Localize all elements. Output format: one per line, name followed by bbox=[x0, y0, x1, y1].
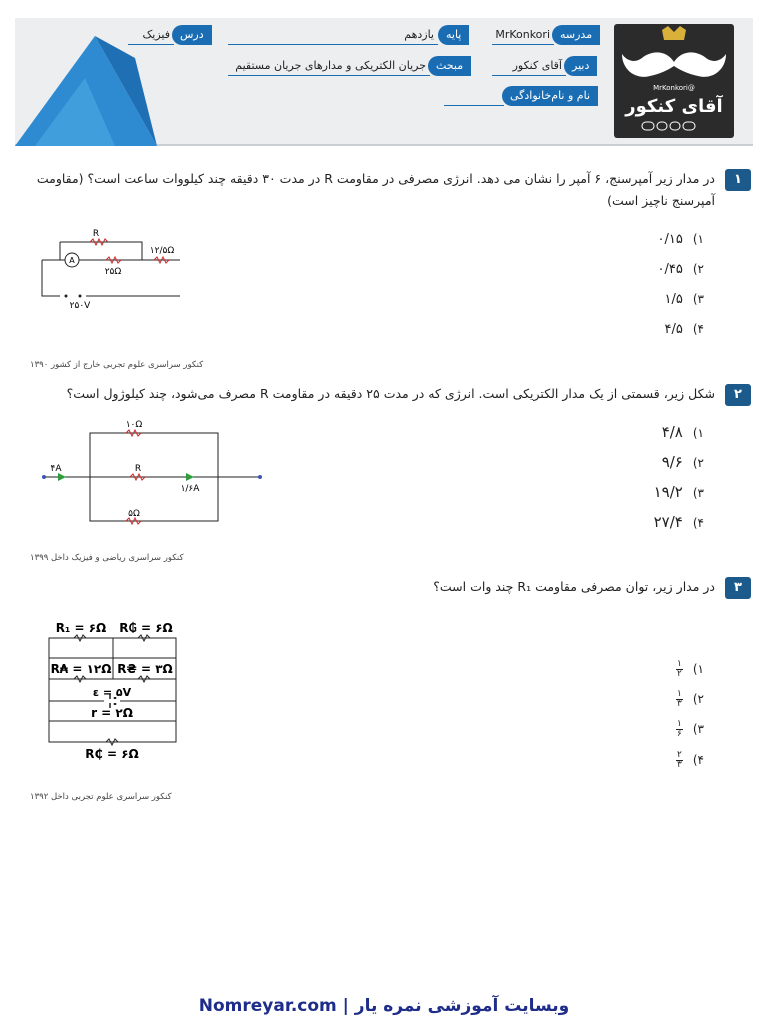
lesson-value: فیزیک bbox=[128, 25, 174, 45]
logo-title: آقای کنکور bbox=[625, 96, 723, 117]
school-label: مدرسه bbox=[552, 25, 600, 45]
name-value-line[interactable] bbox=[444, 86, 504, 106]
fraction-numerator: ۱ bbox=[676, 719, 682, 729]
option-number: ۱) bbox=[692, 426, 704, 440]
option-3[interactable] bbox=[676, 720, 704, 739]
option-number: ۱) bbox=[692, 232, 704, 246]
option-number: ۲) bbox=[692, 692, 704, 706]
mrkonkori-logo bbox=[614, 24, 734, 138]
option-1[interactable] bbox=[676, 660, 704, 679]
question-number: ۳ bbox=[725, 577, 751, 599]
option-value: ۰/۴۵ bbox=[657, 262, 683, 277]
school-value: MrKonkori bbox=[492, 25, 554, 45]
option-number: ۴) bbox=[692, 322, 704, 336]
option-2[interactable] bbox=[676, 690, 704, 709]
option-fraction bbox=[676, 660, 683, 679]
question-source: کنکور سراسری علوم تجربی داخل ۱۳۹۲ bbox=[30, 792, 172, 802]
grade-value: یازدهم bbox=[228, 25, 438, 45]
internal-resistance-label: r = ۲Ω bbox=[91, 706, 133, 720]
option-fraction bbox=[676, 751, 683, 770]
question-source: کنکور سراسری ریاضی و فیزیک داخل ۱۳۹۹ bbox=[30, 553, 184, 563]
ammeter-label: A bbox=[69, 256, 75, 265]
resistor-12-5-label: ۱۲/۵Ω bbox=[149, 246, 175, 256]
option-number: ۴) bbox=[692, 753, 704, 767]
option-value: ۲۷/۴ bbox=[653, 513, 683, 531]
option-fraction bbox=[676, 690, 683, 709]
option-number: ۳) bbox=[692, 722, 704, 736]
option-value: ۰/۱۵ bbox=[657, 232, 683, 247]
option-3[interactable] bbox=[654, 483, 704, 501]
lesson-label: درس bbox=[172, 25, 212, 45]
option-1[interactable] bbox=[662, 423, 704, 441]
resistor-r5-label: R₵ = ۶Ω bbox=[85, 747, 139, 761]
fraction-denominator: ۳ bbox=[676, 760, 682, 770]
fraction-numerator: ۲ bbox=[676, 750, 682, 760]
option-number: ۴) bbox=[692, 516, 704, 530]
option-value: ۹/۶ bbox=[661, 453, 683, 471]
option-4[interactable] bbox=[665, 322, 705, 337]
option-2[interactable] bbox=[658, 262, 704, 277]
name-label: نام و نام‌خانوادگی bbox=[502, 86, 598, 106]
option-number: ۲) bbox=[692, 456, 704, 470]
resistor-r2-label: R₲ = ۶Ω bbox=[119, 621, 173, 635]
option-value: ۴/۵ bbox=[664, 322, 683, 337]
resistor-r1-label: R₁ = ۶Ω bbox=[55, 621, 107, 635]
question-text: در مدار زیر، توان مصرفی مقاومت R₁ چند وات است؟ bbox=[433, 579, 715, 594]
resistor-10-label: ۱۰Ω bbox=[125, 420, 143, 430]
resistor-r-label: R bbox=[92, 229, 100, 239]
option-number: ۳) bbox=[692, 292, 704, 306]
option-number: ۳) bbox=[692, 486, 704, 500]
option-2[interactable] bbox=[662, 453, 704, 471]
option-4[interactable] bbox=[654, 513, 704, 531]
question-number: ۲ bbox=[725, 384, 751, 406]
footer-website[interactable]: وبسایت آموزشی نمره یار | Nomreyar.com bbox=[198, 996, 570, 1016]
fraction-numerator: ۱ bbox=[676, 659, 682, 669]
fraction-denominator: ۶ bbox=[676, 729, 682, 739]
logo-handle: @MrKonkori bbox=[653, 84, 695, 92]
question-text: شکل زیر، قسمتی از یک مدار الکتریکی است. انرژی که در مدت ۲۵ دقیقه در مقاومت R مصرف می‌شود، چند کیلوژول است؟ bbox=[66, 386, 715, 401]
teacher-value: آقای کنکور bbox=[492, 56, 566, 76]
resistor-r4-label: R₴ = ۳Ω bbox=[117, 662, 173, 676]
circuit-diagram-q3 bbox=[44, 616, 184, 766]
mustache-crown-icon bbox=[614, 24, 734, 138]
resistor-25-label: ۲۵Ω bbox=[104, 267, 122, 277]
teacher-label: دبیر bbox=[564, 56, 597, 76]
resistor-r-label: R bbox=[134, 464, 142, 474]
option-1[interactable] bbox=[658, 232, 704, 247]
option-number: ۲) bbox=[692, 262, 704, 276]
fraction-numerator: ۱ bbox=[676, 689, 682, 699]
option-value: ۱۹/۲ bbox=[653, 483, 683, 501]
voltage-label: ۲۵۰V bbox=[69, 301, 91, 311]
option-3[interactable] bbox=[665, 292, 705, 307]
resistor-5-label: ۵Ω bbox=[128, 509, 140, 519]
option-4[interactable] bbox=[676, 751, 704, 770]
emf-label: ε = ۵V bbox=[92, 686, 132, 699]
option-fraction bbox=[676, 720, 683, 739]
topic-value: جریان الکتریکی و مدارهای جریان مستقیم bbox=[228, 56, 430, 76]
option-value: ۱/۵ bbox=[664, 292, 683, 307]
question-text: در مدار زیر آمپرسنج، ۶ آمپر را نشان می دهد. انرژی مصرفی در مقاومت R در مدت ۳۰ دقیقه چند کیلووات ساعت است؟ (مقاومت آمپرسنج ناچیز است) bbox=[36, 171, 715, 208]
resistor-r3-label: R₳ = ۱۲Ω bbox=[50, 662, 112, 676]
circuit-diagram-q1 bbox=[36, 222, 186, 314]
current-in-label: ۴A bbox=[50, 464, 62, 474]
current-r-label: ۱/۶A bbox=[180, 484, 200, 494]
option-value: ۴/۸ bbox=[661, 423, 683, 441]
circuit-diagram-q2 bbox=[38, 416, 266, 528]
question-source: کنکور سراسری علوم تجربی خارج از کشور ۱۳۹۰ bbox=[30, 360, 204, 370]
topic-label: مبحث bbox=[428, 56, 471, 76]
fraction-denominator: ۲ bbox=[676, 669, 682, 679]
grade-label: پایه bbox=[438, 25, 469, 45]
fraction-denominator: ۳ bbox=[676, 699, 682, 709]
question-number: ۱ bbox=[725, 169, 751, 191]
option-number: ۱) bbox=[692, 662, 704, 676]
